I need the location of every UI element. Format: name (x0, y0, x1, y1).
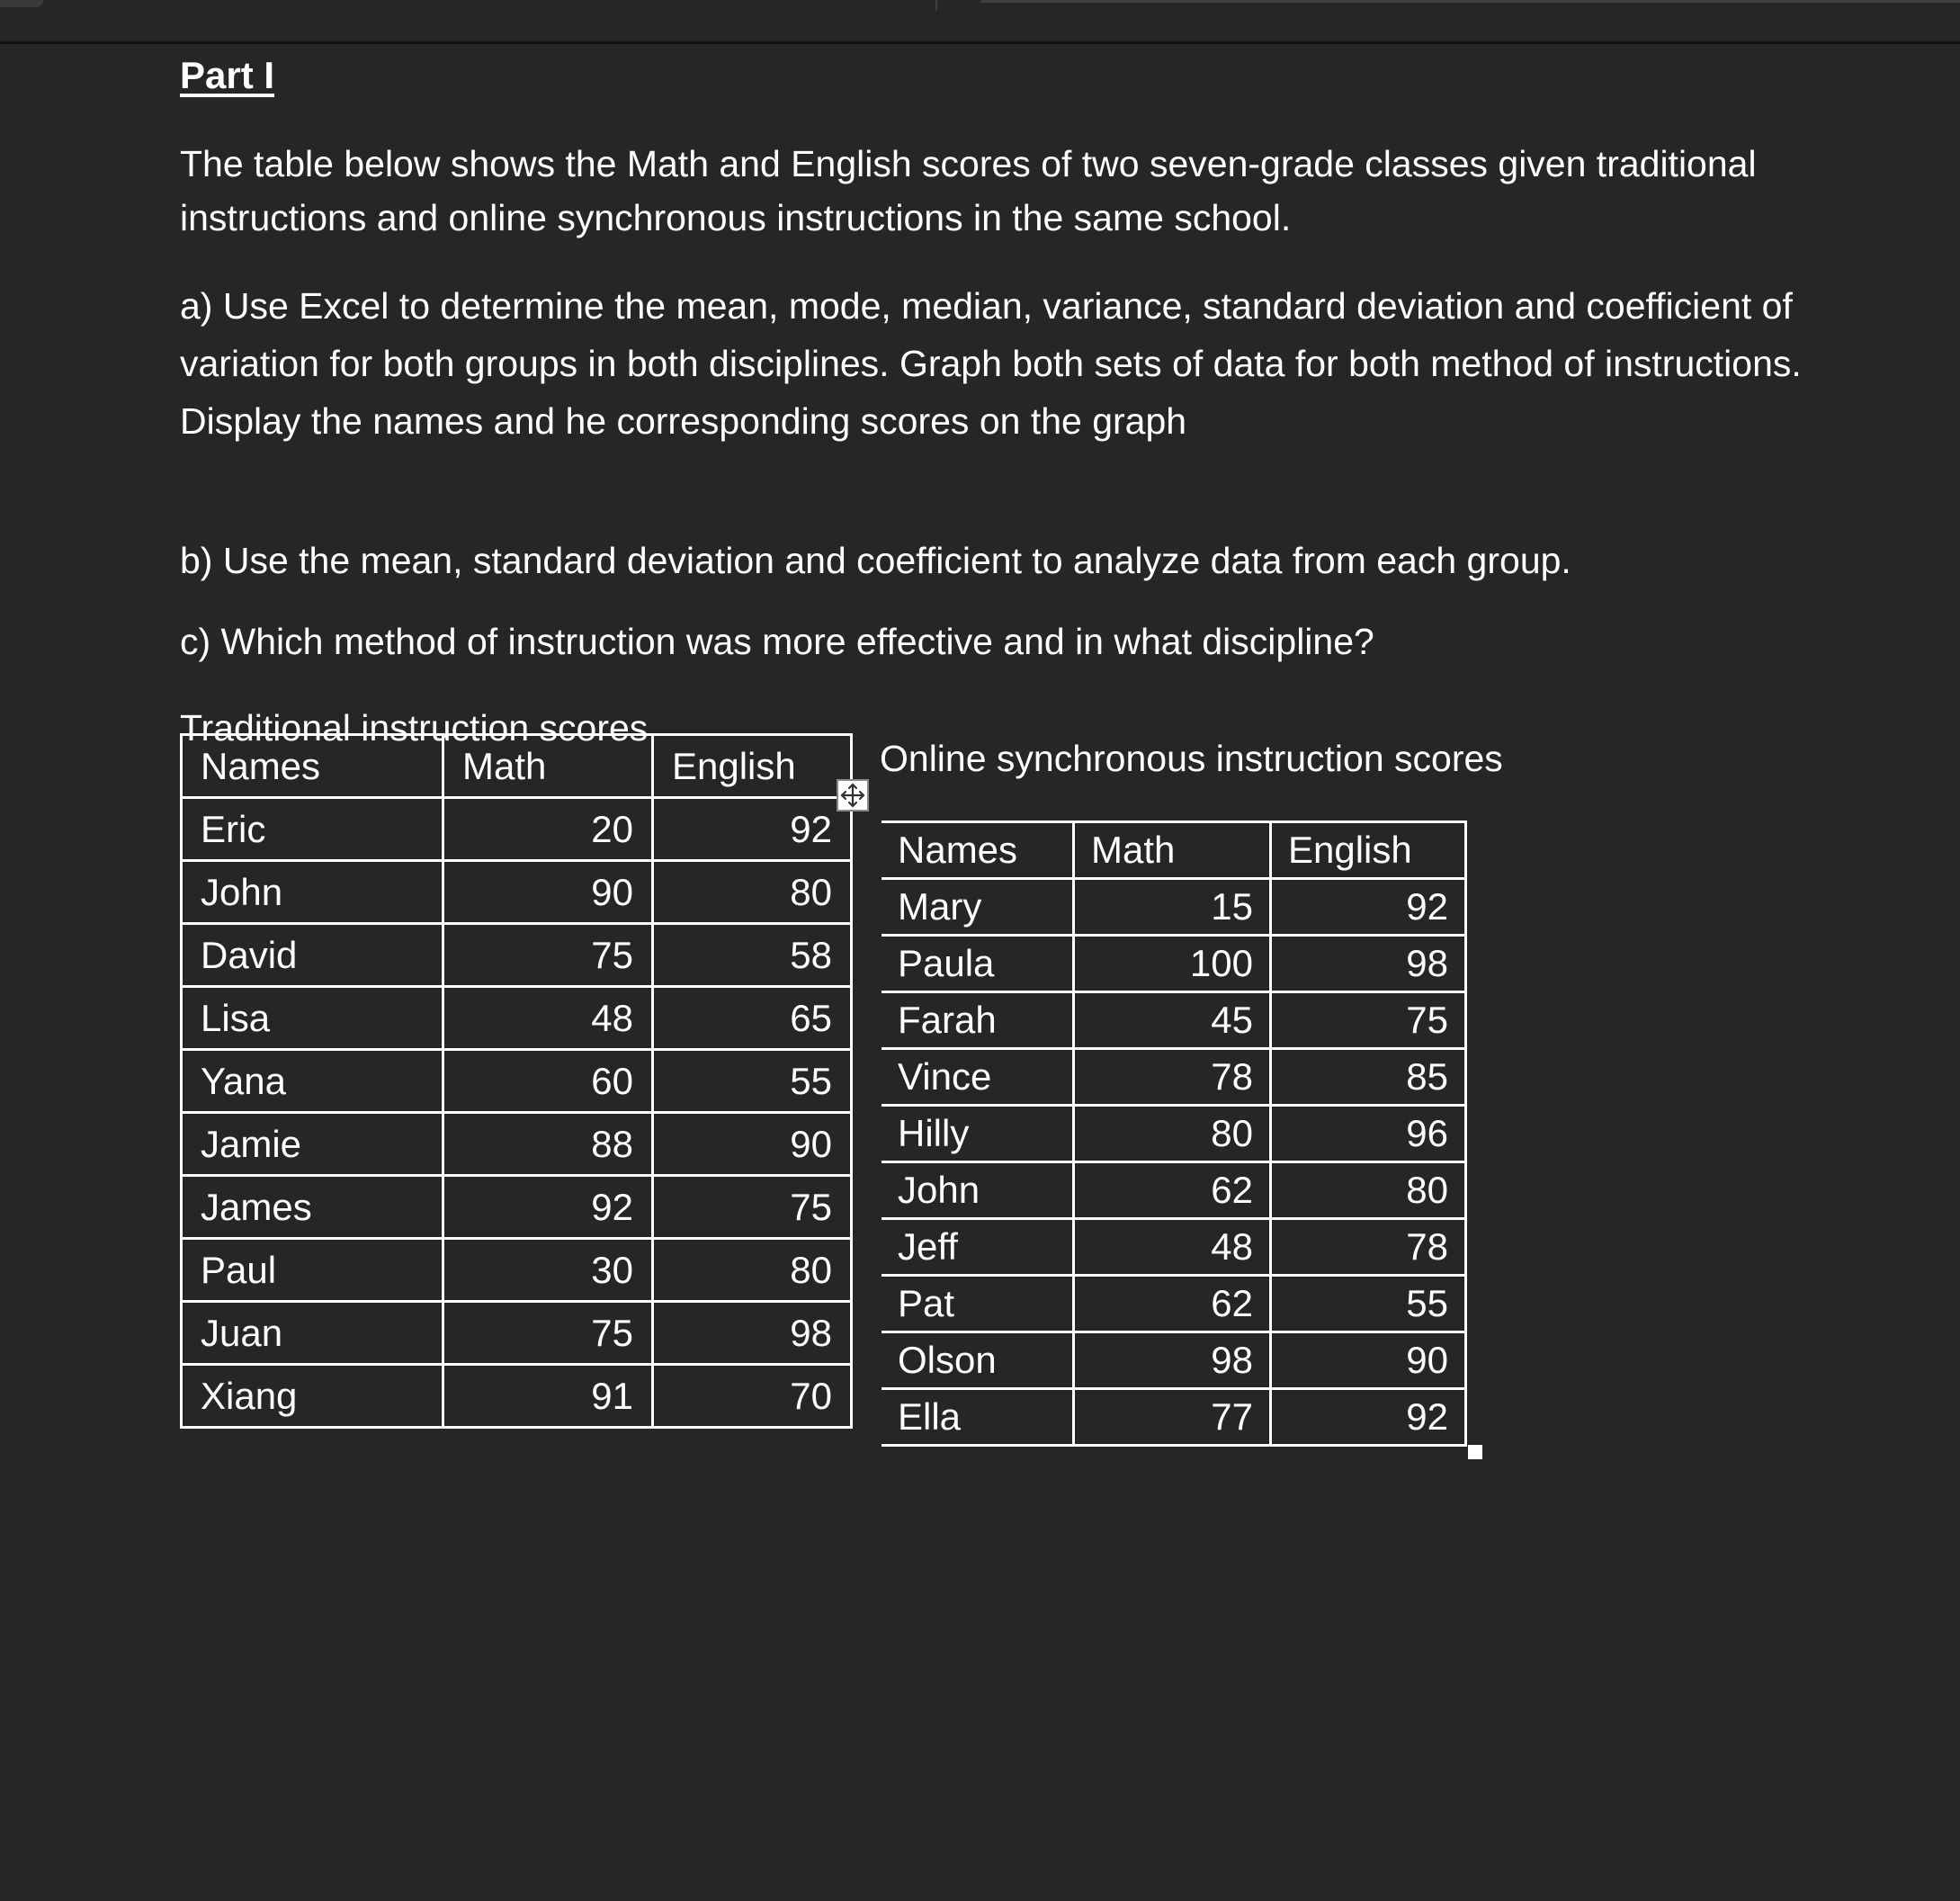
cell-name[interactable]: Yana (182, 1050, 443, 1113)
cell-english[interactable]: 80 (653, 861, 852, 924)
table-row[interactable] (182, 1113, 852, 1176)
table-row[interactable] (182, 861, 852, 924)
cell-math[interactable]: 20 (443, 798, 653, 861)
page-title: Part I (180, 54, 275, 96)
cell-english[interactable]: 80 (1271, 1162, 1466, 1219)
table-row[interactable] (882, 1389, 1466, 1446)
cell-name[interactable]: Jeff (882, 1219, 1074, 1276)
cell-name[interactable]: Paula (882, 936, 1074, 992)
table-row[interactable] (182, 1176, 852, 1239)
cell-name[interactable]: Lisa (182, 987, 443, 1050)
resize-handle-icon[interactable] (1468, 1445, 1482, 1459)
cell-english[interactable]: 90 (1271, 1332, 1466, 1389)
cell-english[interactable]: 92 (1271, 879, 1466, 936)
toolbar-edge (980, 0, 1960, 3)
cell-math[interactable]: 78 (1074, 1049, 1271, 1106)
cell-english[interactable]: 78 (1271, 1219, 1466, 1276)
move-arrows-icon[interactable] (837, 779, 869, 812)
table-row[interactable] (882, 1276, 1466, 1332)
table-row[interactable] (182, 1050, 852, 1113)
cell-math[interactable]: 92 (443, 1176, 653, 1239)
table-row[interactable] (882, 1106, 1466, 1162)
window-top-bar (0, 0, 1960, 44)
cell-name[interactable]: Mary (882, 879, 1074, 936)
cell-english[interactable]: 80 (653, 1239, 852, 1302)
table-row[interactable] (882, 936, 1466, 992)
cell-math[interactable]: 91 (443, 1365, 653, 1428)
cell-english[interactable]: 90 (653, 1113, 852, 1176)
cell-english[interactable]: 70 (653, 1365, 852, 1428)
table-header-row (882, 822, 1466, 879)
cell-name[interactable]: David (182, 924, 443, 987)
cell-name[interactable]: Paul (182, 1239, 443, 1302)
cell-english[interactable]: 96 (1271, 1106, 1466, 1162)
cell-english[interactable]: 92 (1271, 1389, 1466, 1446)
cell-name[interactable]: Olson (882, 1332, 1074, 1389)
cell-name[interactable]: Hilly (882, 1106, 1074, 1162)
header-english: English (653, 735, 852, 798)
cell-english[interactable]: 98 (1271, 936, 1466, 992)
table-row[interactable] (882, 879, 1466, 936)
cell-math[interactable]: 80 (1074, 1106, 1271, 1162)
online-table-caption: Online synchronous instruction scores (880, 738, 1503, 779)
table-row[interactable] (182, 987, 852, 1050)
cell-name[interactable]: John (182, 861, 443, 924)
cell-name[interactable]: Farah (882, 992, 1074, 1049)
cell-name[interactable]: Jamie (182, 1113, 443, 1176)
cell-english[interactable]: 92 (653, 798, 852, 861)
question-a: a) Use Excel to determine the mean, mode, median, variance, standard deviation and coefficient of variation for both groups in both disciplines. Graph both sets of data for both method of instructions. Display the names and he corresponding scores on the graph (180, 285, 1802, 442)
cell-math[interactable]: 15 (1074, 879, 1271, 936)
cell-name[interactable]: Vince (882, 1049, 1074, 1106)
cell-math[interactable]: 48 (1074, 1219, 1271, 1276)
online-scores-table[interactable] (882, 820, 1467, 1447)
cell-math[interactable]: 62 (1074, 1276, 1271, 1332)
table-row[interactable] (182, 1302, 852, 1365)
cell-name[interactable]: Ella (882, 1389, 1074, 1446)
table-row[interactable] (182, 798, 852, 861)
cell-english[interactable]: 65 (653, 987, 852, 1050)
cell-math[interactable]: 45 (1074, 992, 1271, 1049)
table-row[interactable] (182, 1365, 852, 1428)
cell-math[interactable]: 90 (443, 861, 653, 924)
table-row[interactable] (182, 1239, 852, 1302)
cell-math[interactable]: 75 (443, 1302, 653, 1365)
cell-name[interactable]: John (882, 1162, 1074, 1219)
cell-name[interactable]: Eric (182, 798, 443, 861)
header-math: Math (443, 735, 653, 798)
cell-math[interactable]: 48 (443, 987, 653, 1050)
table-row[interactable] (882, 1219, 1466, 1276)
cell-english[interactable]: 75 (1271, 992, 1466, 1049)
table-row[interactable] (882, 1332, 1466, 1389)
cell-math[interactable]: 98 (1074, 1332, 1271, 1389)
cell-name[interactable]: Pat (882, 1276, 1074, 1332)
header-names: Names (882, 822, 1074, 879)
cell-math[interactable]: 30 (443, 1239, 653, 1302)
header-english: English (1271, 822, 1466, 879)
table-row[interactable] (182, 924, 852, 987)
table-row[interactable] (882, 1049, 1466, 1106)
cell-math[interactable]: 77 (1074, 1389, 1271, 1446)
cell-name[interactable]: James (182, 1176, 443, 1239)
table-header-row (182, 735, 852, 798)
intro-paragraph: The table below shows the Math and English scores of two seven-grade classes given traditional instructions and online synchronous instructions in the same school. (180, 143, 1757, 238)
header-names: Names (182, 735, 443, 798)
cell-math[interactable]: 100 (1074, 936, 1271, 992)
cell-name[interactable]: Juan (182, 1302, 443, 1365)
cell-english[interactable]: 58 (653, 924, 852, 987)
cell-name[interactable]: Xiang (182, 1365, 443, 1428)
cell-english[interactable]: 55 (653, 1050, 852, 1113)
traditional-scores-table[interactable] (180, 733, 853, 1429)
table-row[interactable] (882, 1162, 1466, 1219)
tab-fragment[interactable] (0, 0, 43, 7)
header-math: Math (1074, 822, 1271, 879)
cell-english[interactable]: 98 (653, 1302, 852, 1365)
question-c: c) Which method of instruction was more effective and in what discipline? (180, 621, 1374, 662)
toolbar-divider (935, 0, 937, 11)
cell-math[interactable]: 60 (443, 1050, 653, 1113)
cell-english[interactable]: 75 (653, 1176, 852, 1239)
cell-math[interactable]: 62 (1074, 1162, 1271, 1219)
cell-math[interactable]: 88 (443, 1113, 653, 1176)
cell-math[interactable]: 75 (443, 924, 653, 987)
table-row[interactable] (882, 992, 1466, 1049)
question-b: b) Use the mean, standard deviation and coefficient to analyze data from each group. (180, 540, 1571, 581)
cell-english[interactable]: 55 (1271, 1276, 1466, 1332)
traditional-table-caption: Traditional instruction scores (180, 707, 649, 749)
cell-english[interactable]: 85 (1271, 1049, 1466, 1106)
